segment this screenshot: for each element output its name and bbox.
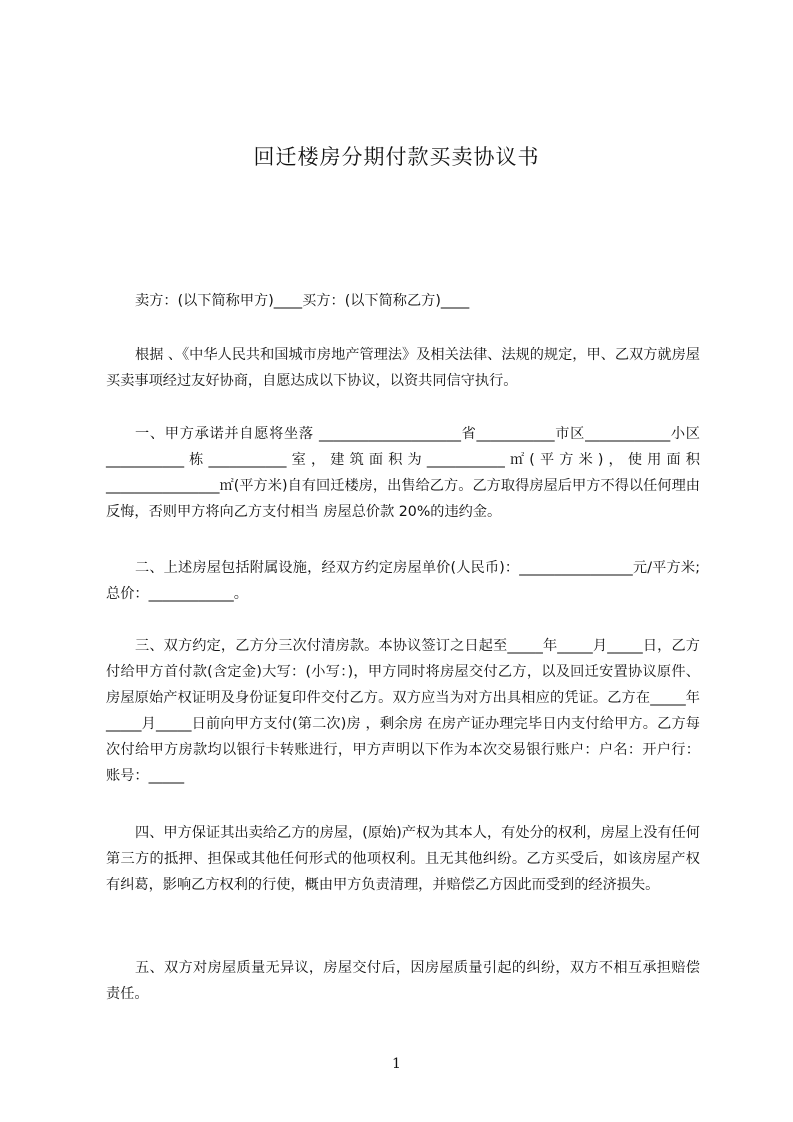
basis-paragraph: 根据 、《中华人民共和国城市房地产管理法》及相关法律、法规的规定，甲、乙双方就房屋买卖事项经过友好协商，自愿达成以下协议，以资共同信守执行。 [106, 347, 700, 389]
clause-4-paragraph: 四、甲方保证其出卖给乙方的房屋，(原始)产权为其本人，有处分的权利，房屋上没有任何第三方的抵押、担保或其他任何形式的他项权利。且无其他纠纷。乙方买受后，如该房屋产权有纠葛，影响乙方权利的行使，概由甲方负责清理，并赔偿乙方因此而受到的经济损失。 [106, 825, 700, 893]
clause-5-paragraph: 五、双方对房屋质量无异议，房屋交付后，因房屋质量引起的纠纷，双方不相互承担赔偿责任。 [106, 960, 700, 1002]
page-number: 1 [392, 1056, 401, 1072]
clause-3-paragraph: 三、双方约定，乙方分三次付清房款。本协议签订之日起至_____年_____月_____日，乙方付给甲方首付款(含定金)大写：(小写：)，甲方同时将房屋交付乙方，以及回迁安置协议原件、房屋原始产权证明及身份证复印件交付乙方。双方应当为对方出具相应的凭证。乙方在_____年_____月_____日前向甲方支付(第二次)房 ，剩余房 在房产证办理完毕日内支付给甲方。乙方每次付给甲方房款均以银行卡转账进行，甲方声明以下作为本次交易银行账户：户名：开户行：账号：_____ [106, 638, 700, 784]
clause-2-paragraph: 二、上述房屋包括附属设施，经双方约定房屋单价(人民币)：________________元/平方米;总价：____________。 [106, 560, 700, 602]
document-title: 回迁楼房分期付款买卖协议书 [253, 145, 540, 169]
clause-1-paragraph: 一、甲方承诺并自愿将坐落 ____________________省___________市区____________小区___________栋___________室，建筑面积为___________㎡(平方米)，使用面积________________㎡(平方米)自有回迁楼房，出售给乙方。乙方取得房屋后甲方不得以任何理由反悔，否则甲方将向乙方支付相当 房屋总价款 20%的违约金。 [106, 426, 700, 520]
parties-paragraph: 卖方：(以下简称甲方)____买方：(以下简称乙方)____ [135, 293, 470, 309]
